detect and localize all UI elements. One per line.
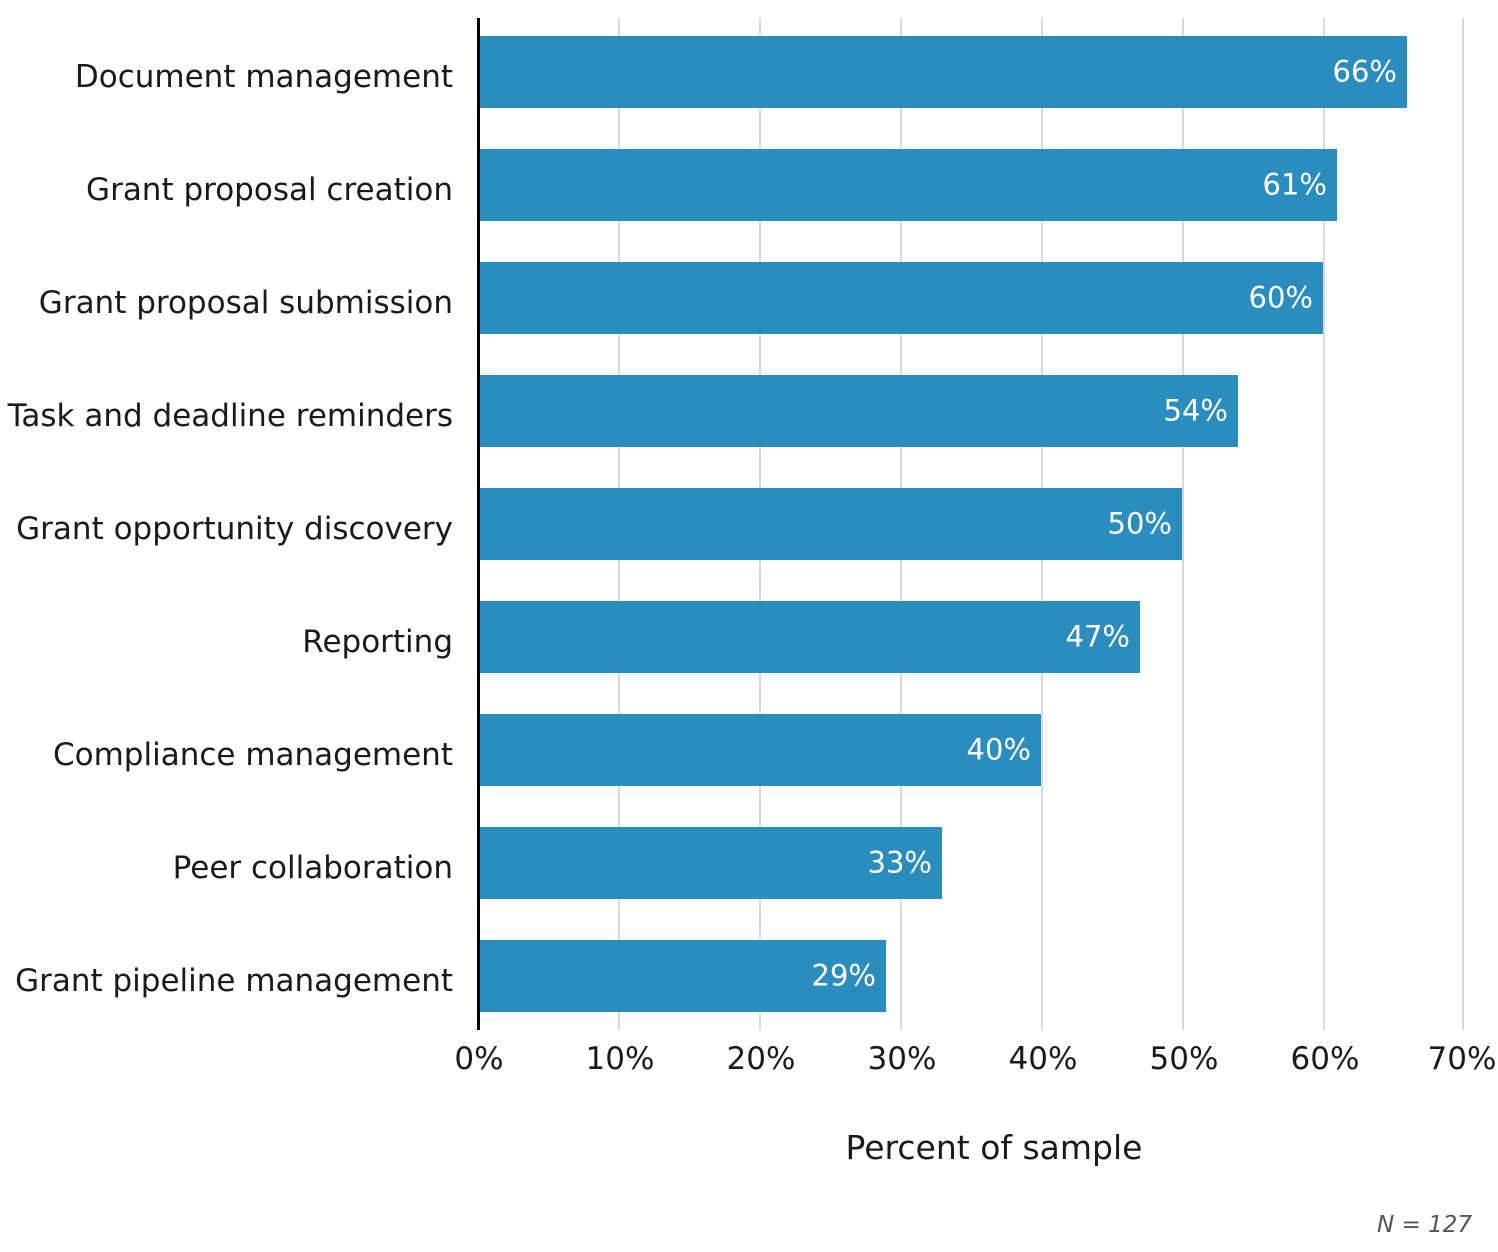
bar-value-label: 29%: [811, 958, 876, 993]
category-label: Peer collaboration: [172, 850, 453, 886]
bar-row: [477, 827, 1464, 899]
bar-value-label: 60%: [1248, 280, 1313, 315]
bar: [477, 940, 886, 1012]
x-tick-label: 40%: [1008, 1041, 1078, 1077]
x-tick-label: 70%: [1427, 1041, 1497, 1077]
bar-row: [477, 149, 1464, 221]
bar: [477, 488, 1182, 560]
bar-row: [477, 488, 1464, 560]
bar: [477, 375, 1238, 447]
bar-row: [477, 262, 1464, 334]
x-axis-title: [0, 1128, 1498, 1167]
bar-row: [477, 601, 1464, 673]
x-tick-label: 0%: [454, 1041, 504, 1077]
bar: [477, 601, 1140, 673]
bar: [477, 827, 942, 899]
bar: [477, 262, 1323, 334]
category-label: Reporting: [302, 624, 453, 660]
x-tick-label: 10%: [585, 1041, 655, 1077]
bar-row: [477, 940, 1464, 1012]
bar-value-label: 47%: [1065, 619, 1130, 654]
category-label: Document management: [74, 59, 453, 95]
bar-value-label: 50%: [1107, 506, 1172, 541]
bar-row: [477, 36, 1464, 108]
category-label: Compliance management: [53, 737, 453, 773]
bar-value-label: 40%: [966, 732, 1031, 767]
bar-row: [477, 375, 1464, 447]
x-axis-title-text: Percent of sample: [845, 1128, 1143, 1167]
bar: [477, 149, 1337, 221]
bar-value-label: 54%: [1163, 393, 1228, 428]
x-tick-label: 30%: [867, 1041, 937, 1077]
category-label: Grant opportunity discovery: [16, 511, 453, 547]
plot-area: [477, 18, 1464, 1030]
y-axis-line: [477, 18, 480, 1030]
bar-value-label: 33%: [867, 845, 932, 880]
x-tick-label: 60%: [1290, 1041, 1360, 1077]
category-label: Grant proposal submission: [38, 285, 453, 321]
bar: [477, 714, 1041, 786]
bar-value-label: 66%: [1332, 54, 1397, 89]
bar-value-label: 61%: [1262, 167, 1327, 202]
category-label: Task and deadline reminders: [7, 398, 453, 434]
bar: [477, 36, 1407, 108]
x-tick-label: 20%: [726, 1041, 796, 1077]
bar-row: [477, 714, 1464, 786]
category-label: Grant proposal creation: [86, 172, 453, 208]
x-tick-label: 50%: [1149, 1041, 1219, 1077]
category-label: Grant pipeline management: [15, 963, 453, 999]
sample-size-annotation: N = 127: [1377, 1212, 1472, 1238]
